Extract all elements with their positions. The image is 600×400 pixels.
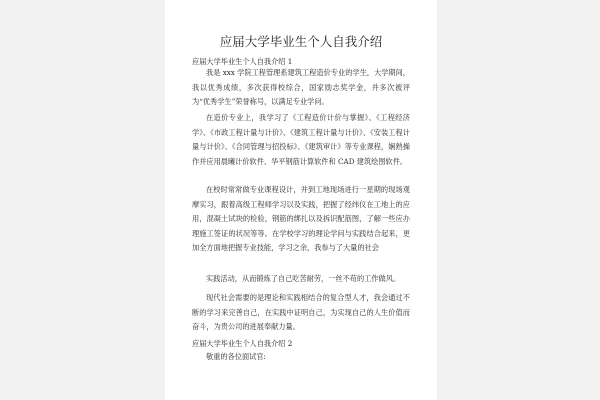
paragraph-courses: 在造价专业上，我学习了《工程造价计价与掌握》、《工程经济学》、《市政工程计量与计价》、《建筑工程计量与计价》、《安装工程计量与计价》、《合同管理与招投标》、《建筑审计》等专业课程，娴熟操作并应用晨曦计价软件、华平钢筋计算软件和 CAD 建筑绘图软件。 [192, 113, 410, 166]
paragraph-intro: 我是 xxx 学院工程管理系建筑工程造价专业的学生，大学期间，我以优秀成绩，多次获得校综合，国家励志奖学金，并多次被评为“优秀学生”荣誉称号，以满足专业学问。 [192, 68, 410, 107]
document-title: 应届大学毕业生个人自我介绍 [219, 34, 383, 49]
paragraph-activities: 实践活动，从而锻炼了自己吃苦耐劳，一丝不苟的工作做风。 [206, 274, 401, 283]
section-heading-1: 应届大学毕业生个人自我介绍 1 [192, 57, 293, 66]
paragraph-practice: 在校时常常做专业课程设计，并到工地现场进行一星期的现场观摩实习，跟着高级工程师学习以及实践，把握了经纬仪在工地上的应用，混凝土试块的检验，钢筋的绑扎以及拆识配筋图，了解一些应办理施工签证的状况等等。在学校学习的理论学问与实践结合起来，更加全方面地把握专业技能，学习之余，我参与了大量的社会 [192, 185, 410, 253]
paragraph-salutation: 敬重的各位面试官: [206, 352, 266, 361]
document-page [165, 0, 437, 400]
section-heading-2: 应届大学毕业生个人自我介绍 2 [192, 339, 293, 348]
paragraph-closing: 现代社会需要的是理论和实践相结合的复合型人才，我会通过不断的学习来完善自己，在实践中证明自己，为实现自己的人生价值而奋斗，为贵公司的进展奉献力量。 [192, 293, 410, 332]
